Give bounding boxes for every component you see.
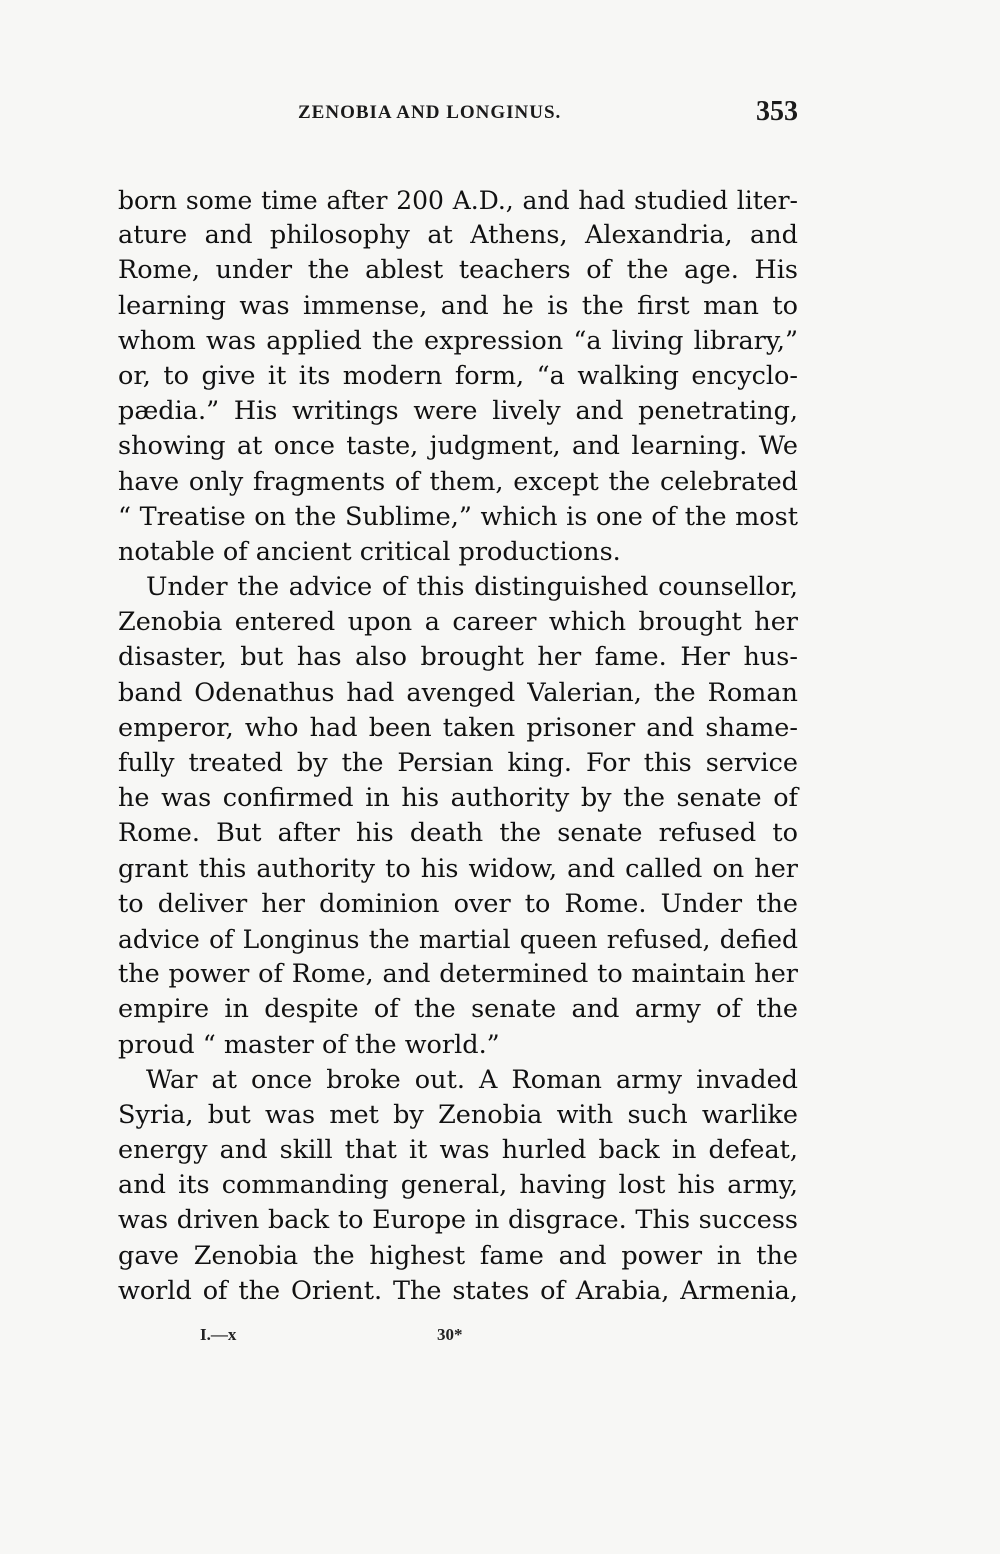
text-line: and its commanding general, having lost his army,: [118, 1170, 798, 1201]
text-line: advice of Longinus the martial queen refused, defied: [118, 924, 798, 954]
text-line: grant this authority to his widow, and called on her: [118, 853, 798, 884]
body-text: [118, 183, 798, 1309]
text-line: energy and skill that it was hurled back in defeat,: [118, 1135, 798, 1166]
page-footer: [200, 1325, 500, 1355]
text-line: War at once broke out. A Roman army invaded: [146, 1064, 798, 1095]
text-line: empire in despite of the senate and army of the: [118, 994, 798, 1025]
text-line: was driven back to Europe in disgrace. This success: [118, 1205, 798, 1236]
text-line: learning was immense, and he is the first man to: [118, 290, 798, 321]
text-line: born some time after 200 A.D., and had studied liter-: [118, 186, 798, 215]
sheet-number: 30*: [437, 1325, 463, 1344]
text-line: fully treated by the Persian king. For this service: [118, 748, 798, 778]
text-line: to deliver her dominion over to Rome. Under the: [118, 888, 798, 919]
page-header: [298, 96, 798, 140]
text-line: pædia.” His writings were lively and penetrating,: [118, 396, 798, 427]
text-line: Rome, under the ablest teachers of the age. His: [118, 255, 798, 286]
text-line: have only fragments of them, except the celebrated: [118, 466, 798, 497]
text-line: “ Treatise on the Sublime,” which is one of the most: [118, 501, 798, 532]
text-line: Under the advice of this distinguished counsellor,: [146, 572, 798, 603]
text-line: emperor, who had been taken prisoner and shame-: [118, 712, 798, 743]
text-line: the power of Rome, and determined to maintain her: [118, 959, 798, 990]
text-line: notable of ancient critical productions.: [118, 536, 621, 567]
text-line: he was confirmed in his authority by the senate of: [118, 783, 798, 814]
text-line: Rome. But after his death the senate refused to: [118, 818, 798, 849]
text-line: whom was applied the expression “a living library,”: [118, 325, 798, 356]
text-line: band Odenathus had avenged Valerian, the Roman: [118, 677, 798, 708]
running-head: ZENOBIA AND LONGINUS.: [298, 102, 562, 123]
printer-signature: I.—x: [200, 1325, 237, 1344]
text-line: Zenobia entered upon a career which brought her: [118, 607, 798, 638]
text-line: proud “ master of the world.”: [118, 1029, 500, 1060]
text-line: world of the Orient. The states of Arabia, Armenia,: [118, 1275, 798, 1306]
text-line: disaster, but has also brought her fame. Her hus-: [118, 642, 798, 673]
text-line: gave Zenobia the highest fame and power in the: [118, 1240, 798, 1271]
text-line: ature and philosophy at Athens, Alexandria, and: [118, 220, 798, 251]
text-line: or, to give it its modern form, “a walking encyclo-: [118, 360, 798, 391]
text-line: Syria, but was met by Zenobia with such warlike: [118, 1099, 798, 1130]
page-number: 353: [756, 96, 798, 127]
text-line: showing at once taste, judgment, and learning. We: [118, 431, 798, 462]
